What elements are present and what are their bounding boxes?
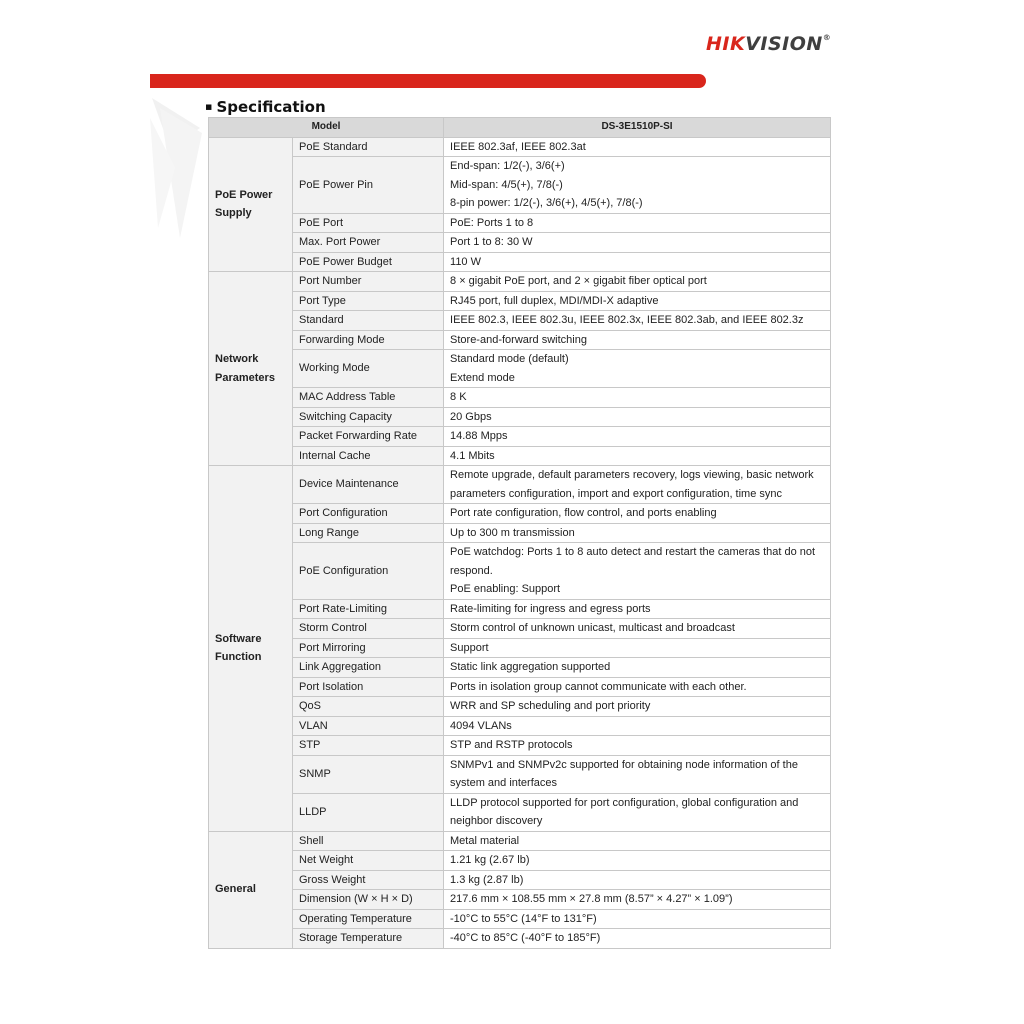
spec-value-line: 20 Gbps (450, 410, 492, 423)
spec-name-cell: QoS (293, 697, 444, 717)
spec-value-cell (444, 793, 831, 831)
spec-name-cell: Operating Temperature (293, 909, 444, 929)
spec-value-cell (444, 831, 831, 851)
spec-value-cell (444, 523, 831, 543)
spec-value-line: Up to 300 m transmission (450, 526, 575, 539)
spec-value-line: 217.6 mm × 108.55 mm × 27.8 mm (8.57” × 4.27” × 1.09”) (450, 893, 733, 905)
spec-value-line: Store-and-forward switching (450, 333, 587, 346)
spec-value-line: Storm control of unknown unicast, multicast and broadcast (450, 622, 735, 634)
spec-value-cell (444, 909, 831, 929)
category-cell: General (209, 831, 293, 948)
table-row (209, 504, 831, 524)
spec-value-cell (444, 311, 831, 331)
watermark-graphic (150, 88, 213, 238)
model-header: Model (209, 118, 444, 138)
spec-value-cell (444, 272, 831, 292)
spec-value-line: WRR and SP scheduling and port priority (450, 700, 651, 712)
spec-value-cell (444, 658, 831, 678)
spec-name-cell: Working Mode (293, 350, 444, 388)
spec-value-line: -40°C to 85°C (-40°F to 185°F) (450, 932, 601, 944)
spec-value-cell (444, 736, 831, 756)
spec-value-cell (444, 330, 831, 350)
spec-value-line: Remote upgrade, default parameters recovery, logs viewing, basic network (450, 469, 814, 481)
spec-value-line: PoE watchdog: Ports 1 to 8 auto detect and restart the cameras that do not (450, 546, 816, 558)
spec-name-cell: Port Number (293, 272, 444, 292)
spec-value-cell (444, 157, 831, 214)
spec-value-line: Extend mode (450, 371, 515, 384)
spec-value-line: STP and RSTP protocols (450, 739, 573, 751)
spec-name-cell: Storage Temperature (293, 929, 444, 949)
spec-name-cell: Port Isolation (293, 677, 444, 697)
table-row (209, 755, 831, 793)
title-bullet: ▪ (205, 100, 213, 113)
spec-name-cell: Net Weight (293, 851, 444, 871)
category-cell: Software Function (209, 466, 293, 832)
table-row (209, 543, 831, 600)
table-row (209, 427, 831, 447)
spec-name-cell: Port Configuration (293, 504, 444, 524)
table-row (209, 350, 831, 388)
spec-value-line: -10°C to 55°C (14°F to 131°F) (450, 912, 597, 925)
table-row (209, 330, 831, 350)
spec-name-cell: Internal Cache (293, 446, 444, 466)
spec-name-cell: Standard (293, 311, 444, 331)
spec-value-line: End-span: 1/2(-), 3/6(+) (450, 160, 565, 172)
table-row (209, 157, 831, 214)
spec-name-cell: PoE Power Pin (293, 157, 444, 214)
table-row (209, 890, 831, 910)
spec-value-line: IEEE 802.3, IEEE 802.3u, IEEE 802.3x, IEEE 802.3ab, and IEEE 802.3z (450, 314, 804, 326)
spec-value-cell (444, 697, 831, 717)
section-title-text: Specification (216, 98, 326, 116)
spec-name-cell: PoE Port (293, 213, 444, 233)
spec-value-line: parameters configuration, import and export configuration, time sync (450, 487, 783, 500)
spec-name-cell: Port Type (293, 291, 444, 311)
spec-value-line: 1.21 kg (2.67 lb) (450, 854, 530, 866)
spec-value-cell (444, 929, 831, 949)
table-header-row (209, 118, 831, 138)
spec-value-cell (444, 716, 831, 736)
section-title (205, 98, 326, 116)
spec-value-line: 110 W (450, 255, 481, 268)
spec-value-line: respond. (450, 564, 493, 577)
spec-value-cell (444, 137, 831, 157)
spec-value-line: 1.3 kg (2.87 lb) (450, 873, 524, 886)
spec-value-line: 8-pin power: 1/2(-), 3/6(+), 4/5(+), 7/8(-) (450, 197, 643, 209)
spec-value-line: Rate-limiting for ingress and egress ports (450, 602, 651, 615)
spec-value-cell (444, 213, 831, 233)
spec-name-cell: Shell (293, 831, 444, 851)
table-row (209, 619, 831, 639)
spec-value-line: SNMPv1 and SNMPv2c supported for obtaining node information of the (450, 758, 798, 771)
spec-name-cell: Switching Capacity (293, 407, 444, 427)
spec-value-line: Metal material (450, 834, 520, 847)
spec-value-cell (444, 890, 831, 910)
table-row (209, 446, 831, 466)
spec-name-cell: PoE Power Budget (293, 252, 444, 272)
spec-name-cell: PoE Standard (293, 137, 444, 157)
spec-name-cell: Link Aggregation (293, 658, 444, 678)
table-row (209, 388, 831, 408)
category-cell: PoE Power Supply (209, 137, 293, 272)
table-row (209, 716, 831, 736)
spec-name-cell: Gross Weight (293, 870, 444, 890)
table-row (209, 851, 831, 871)
table-row (209, 311, 831, 331)
table-body (209, 137, 831, 948)
spec-value-cell (444, 252, 831, 272)
category-cell: Network Parameters (209, 272, 293, 466)
spec-value-cell (444, 427, 831, 447)
spec-value-line: 8 K (450, 391, 467, 403)
table-row (209, 929, 831, 949)
spec-value-line: Support (450, 641, 489, 654)
spec-name-cell: Port Mirroring (293, 638, 444, 658)
spec-value-cell (444, 388, 831, 408)
spec-name-cell: PoE Configuration (293, 543, 444, 600)
spec-value-line: 4.1 Mbits (450, 449, 495, 462)
spec-value-cell (444, 851, 831, 871)
spec-value-line: PoE enabling: Support (450, 583, 561, 595)
spec-value-cell (444, 291, 831, 311)
spec-name-cell: Port Rate-Limiting (293, 599, 444, 619)
spec-value-line: RJ45 port, full duplex, MDI/MDI-X adaptive (450, 294, 659, 307)
table-row (209, 213, 831, 233)
spec-value-cell (444, 543, 831, 600)
spec-name-cell: Dimension (W × H × D) (293, 890, 444, 910)
logo-part2: VISION (745, 33, 823, 55)
spec-name-cell: SNMP (293, 755, 444, 793)
spec-name-cell: Device Maintenance (293, 466, 444, 504)
table-row (209, 793, 831, 831)
spec-value-cell (444, 466, 831, 504)
spec-name-cell: Storm Control (293, 619, 444, 639)
logo-part1: HIK (706, 33, 746, 55)
table-row (209, 599, 831, 619)
spec-value-cell (444, 407, 831, 427)
specification-table (208, 117, 831, 949)
logo-registered-mark: ® (822, 33, 832, 42)
spec-name-cell: MAC Address Table (293, 388, 444, 408)
spec-value-line: Mid-span: 4/5(+), 7/8(-) (450, 178, 563, 191)
spec-name-cell: STP (293, 736, 444, 756)
table-row (209, 466, 831, 504)
spec-value-line: 4094 VLANs (450, 719, 512, 732)
table-row (209, 252, 831, 272)
table-row (209, 677, 831, 697)
table-row (209, 870, 831, 890)
spec-name-cell: VLAN (293, 716, 444, 736)
spec-name-cell: Max. Port Power (293, 233, 444, 253)
spec-value-cell (444, 446, 831, 466)
product-header: DS-3E1510P-SI (444, 118, 831, 138)
header-red-bar (150, 74, 706, 88)
table-row (209, 736, 831, 756)
spec-value-line: Port rate configuration, flow control, and ports enabling (450, 507, 717, 519)
hikvision-logo (706, 33, 831, 55)
spec-value-line: Static link aggregation supported (450, 661, 611, 673)
spec-value-line: system and interfaces (450, 777, 558, 789)
spec-value-cell (444, 233, 831, 253)
spec-value-line: PoE: Ports 1 to 8 (450, 216, 534, 229)
spec-value-line: 8 × gigabit PoE port, and 2 × gigabit fiber optical port (450, 275, 707, 287)
table-row (209, 658, 831, 678)
spec-value-cell (444, 599, 831, 619)
spec-value-cell (444, 638, 831, 658)
spec-value-cell (444, 350, 831, 388)
table-row (209, 697, 831, 717)
table-row (209, 233, 831, 253)
table-row (209, 909, 831, 929)
table-row (209, 831, 831, 851)
spec-value-cell (444, 619, 831, 639)
spec-value-line: Standard mode (default) (450, 353, 569, 365)
spec-name-cell: Long Range (293, 523, 444, 543)
spec-value-line: LLDP protocol supported for port configuration, global configuration and (450, 796, 799, 809)
spec-name-cell: Packet Forwarding Rate (293, 427, 444, 447)
spec-value-line: IEEE 802.3af, IEEE 802.3at (450, 140, 586, 153)
table-row (209, 523, 831, 543)
spec-value-line: neighbor discovery (450, 815, 543, 827)
table-row (209, 137, 831, 157)
spec-name-cell: Forwarding Mode (293, 330, 444, 350)
spec-value-cell (444, 677, 831, 697)
spec-value-line: Ports in isolation group cannot communicate with each other. (450, 680, 747, 693)
spec-value-line: 14.88 Mpps (450, 430, 508, 442)
spec-value-cell (444, 755, 831, 793)
spec-value-cell (444, 870, 831, 890)
table-row (209, 638, 831, 658)
table-row (209, 407, 831, 427)
table-row (209, 291, 831, 311)
table-row (209, 272, 831, 292)
spec-name-cell: LLDP (293, 793, 444, 831)
spec-value-line: Port 1 to 8: 30 W (450, 236, 533, 248)
spec-value-cell (444, 504, 831, 524)
